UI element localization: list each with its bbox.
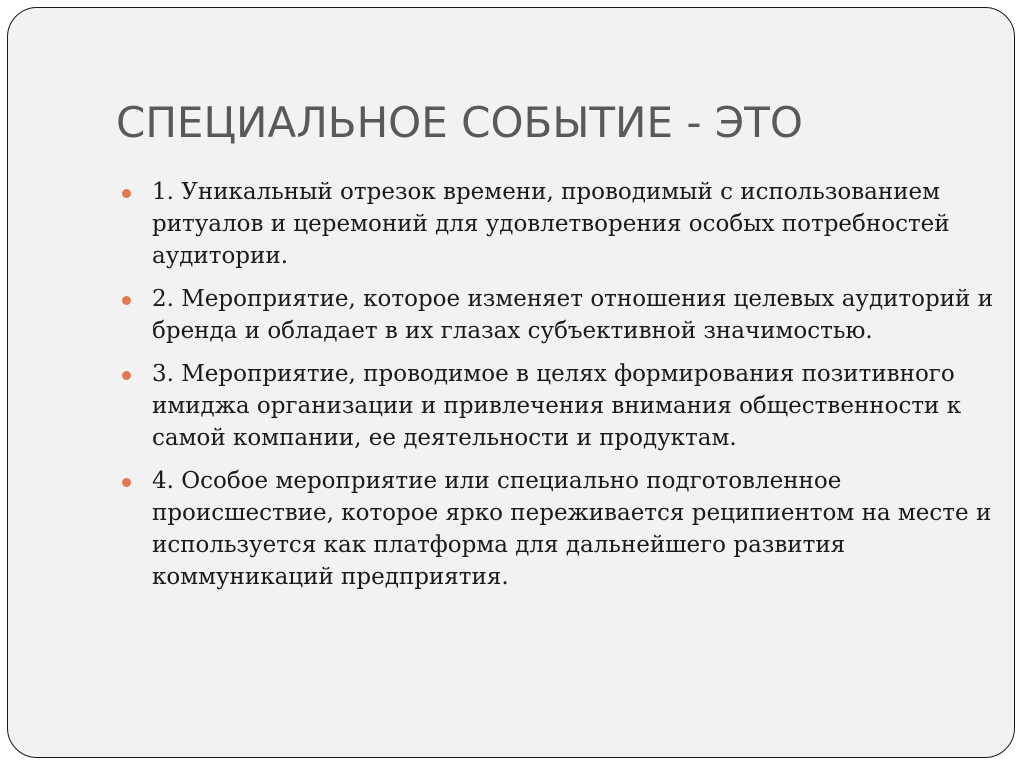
slide-title: СПЕЦИАЛЬНОЕ СОБЫТИЕ - ЭТО [116,98,803,147]
bullet-dot-icon [122,371,131,380]
bullet-item-2 [116,283,996,347]
bullet-text-1: 1. Уникальный отрезок времени, проводимый с использованием ритуалов и церемоний для удовлетворения особых потребностей аудитории. [152,179,950,269]
bullet-dot-icon [122,296,131,305]
bullet-item-3 [116,358,996,454]
bullet-text-4: 4. Особое мероприятие или специально подготовленное происшествие, которое ярко переживается реципиентом на месте и используется как платформа для дальнейшего развития коммуникаций предприятия. [152,468,992,590]
bullet-list [116,176,996,604]
bullet-dot-icon [122,478,131,487]
bullet-dot-icon [122,189,131,198]
bullet-text-3: 3. Мероприятие, проводимое в целях формирования позитивного имиджа организации и привлечения внимания общественности к самой компании, ее деятельности и продуктам. [152,361,962,451]
bullet-item-1 [116,176,996,272]
bullet-item-4 [116,465,996,593]
slide-frame [7,7,1015,758]
bullet-text-2: 2. Мероприятие, которое изменяет отношения целевых аудиторий и бренда и обладает в их глазах субъективной значимостью. [152,286,994,344]
